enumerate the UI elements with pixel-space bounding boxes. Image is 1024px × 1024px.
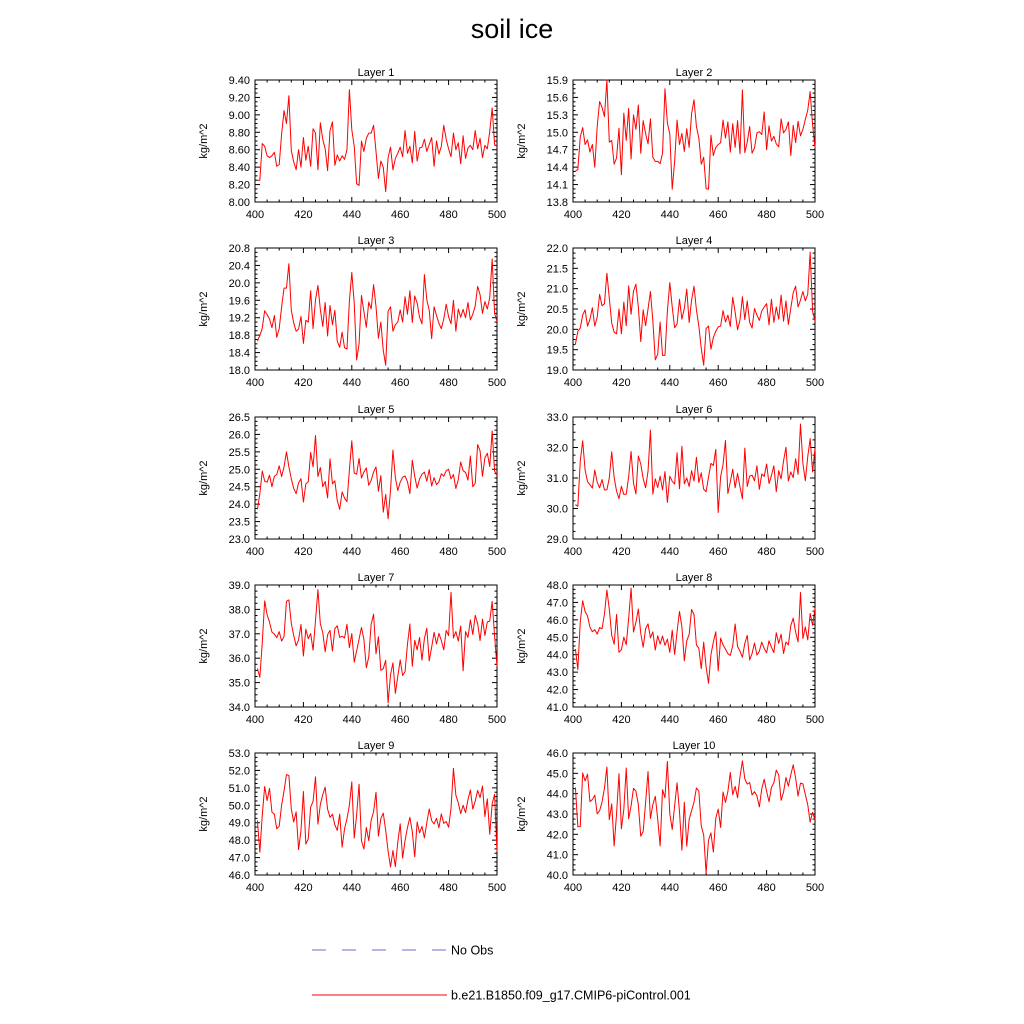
y-tick-label: 23.0: [228, 534, 250, 546]
y-tick-label: 45.0: [546, 768, 568, 781]
y-tick-label: 29.0: [546, 534, 568, 546]
y-tick-label: 8.00: [228, 197, 250, 209]
x-tick-label: 460: [709, 209, 728, 221]
y-axis-label: kg/m^2: [516, 628, 528, 664]
panel-title: Layer 1: [357, 67, 395, 79]
x-tick-label: 460: [391, 714, 410, 726]
y-axis-label: kg/m^2: [516, 291, 528, 327]
x-tick-label: 460: [391, 209, 410, 221]
series-line: [575, 252, 815, 365]
y-tick-label: 40.0: [546, 870, 568, 882]
x-tick-label: 440: [342, 209, 361, 221]
series-line: [575, 80, 815, 189]
chart-panel-7: [198, 572, 506, 726]
y-tick-label: 26.0: [228, 429, 250, 442]
x-tick-label: 400: [245, 882, 265, 894]
x-tick-label: 440: [660, 209, 679, 221]
x-tick-label: 440: [342, 714, 361, 726]
x-tick-label: 440: [342, 377, 361, 389]
chart-panel-10: [516, 740, 824, 894]
y-tick-label: 46.0: [546, 614, 568, 627]
y-tick-label: 43.0: [546, 809, 568, 821]
x-tick-label: 460: [709, 546, 728, 558]
x-tick-label: 460: [709, 377, 728, 389]
y-tick-label: 46.0: [546, 748, 568, 760]
x-tick-label: 500: [805, 714, 825, 726]
x-tick-label: 480: [757, 714, 776, 726]
y-tick-label: 20.8: [228, 243, 250, 255]
y-tick-label: 20.0: [228, 277, 250, 290]
y-tick-label: 42.0: [546, 684, 568, 697]
y-tick-label: 41.0: [546, 702, 568, 714]
panel-title: Layer 6: [675, 404, 713, 416]
y-tick-label: 44.0: [546, 649, 568, 662]
y-tick-label: 13.8: [546, 197, 568, 209]
y-tick-label: 25.5: [228, 446, 250, 459]
x-tick-label: 400: [563, 209, 583, 221]
y-tick-label: 47.0: [228, 852, 250, 865]
x-tick-label: 440: [660, 714, 679, 726]
x-tick-label: 500: [487, 546, 507, 558]
y-tick-label: 47.0: [546, 597, 568, 610]
y-tick-label: 8.60: [228, 144, 250, 157]
y-tick-label: 19.5: [546, 344, 568, 357]
y-tick-label: 15.0: [546, 127, 568, 140]
y-tick-label: 31.0: [546, 473, 568, 485]
y-axis-label: kg/m^2: [516, 123, 528, 159]
y-tick-label: 32.0: [546, 442, 568, 455]
x-tick-label: 480: [439, 209, 458, 221]
x-tick-label: 420: [294, 882, 313, 894]
x-tick-label: 400: [563, 882, 583, 894]
y-tick-label: 14.7: [546, 144, 568, 157]
y-tick-label: 46.0: [228, 870, 250, 882]
y-tick-label: 20.4: [228, 260, 250, 273]
y-axis-label: kg/m^2: [198, 123, 210, 159]
y-tick-label: 52.0: [228, 765, 250, 778]
x-tick-label: 500: [805, 882, 825, 894]
y-tick-label: 44.0: [546, 788, 568, 801]
panel-title: Layer 8: [675, 572, 713, 584]
panel-title: Layer 3: [357, 235, 395, 247]
x-tick-label: 420: [612, 882, 631, 894]
y-tick-label: 51.0: [228, 782, 250, 795]
y-axis-label: kg/m^2: [516, 460, 528, 496]
panel-title: Layer 9: [357, 740, 395, 752]
series-line: [257, 590, 497, 703]
x-tick-label: 440: [660, 882, 679, 894]
x-tick-label: 480: [439, 546, 458, 558]
x-tick-label: 420: [294, 209, 313, 221]
figure-title: soil ice: [470, 14, 554, 44]
y-tick-label: 39.0: [228, 580, 250, 592]
y-tick-label: 9.00: [228, 109, 250, 122]
x-tick-label: 400: [563, 714, 583, 726]
panel-title: Layer 7: [357, 572, 395, 584]
panel-title: Layer 10: [672, 740, 716, 752]
y-tick-label: 43.0: [546, 667, 568, 680]
y-axis-label: kg/m^2: [198, 291, 210, 327]
y-tick-label: 50.0: [228, 800, 250, 813]
y-tick-label: 9.20: [228, 92, 250, 105]
y-tick-label: 15.9: [546, 75, 568, 87]
x-tick-label: 500: [805, 546, 825, 558]
chart-panel-5: [198, 404, 506, 558]
x-tick-label: 440: [342, 882, 361, 894]
y-tick-label: 19.6: [228, 295, 250, 308]
y-tick-label: 15.3: [546, 109, 568, 122]
series-line: [575, 424, 815, 512]
x-tick-label: 480: [757, 546, 776, 558]
x-tick-label: 480: [757, 377, 776, 389]
series-line: [575, 588, 815, 683]
x-tick-label: 420: [294, 714, 313, 726]
y-tick-label: 18.0: [228, 365, 250, 377]
y-tick-label: 19.2: [228, 312, 250, 325]
y-tick-label: 24.0: [228, 499, 250, 512]
series-line: [257, 768, 497, 867]
x-tick-label: 400: [563, 546, 583, 558]
y-tick-label: 30.0: [546, 503, 568, 516]
y-tick-label: 14.1: [546, 179, 568, 192]
x-tick-label: 400: [245, 546, 265, 558]
y-tick-label: 25.0: [228, 464, 250, 477]
plot-frame: [573, 248, 815, 370]
chart-panel-3: [198, 235, 506, 389]
panel-title: Layer 2: [675, 67, 713, 79]
y-tick-label: 15.6: [546, 92, 568, 105]
y-axis-label: kg/m^2: [198, 460, 210, 496]
y-tick-label: 53.0: [228, 748, 250, 760]
y-tick-label: 20.5: [546, 304, 568, 316]
x-tick-label: 500: [487, 209, 507, 221]
plot-frame: [573, 585, 815, 707]
y-tick-label: 21.0: [546, 283, 568, 296]
y-tick-label: 37.0: [228, 628, 250, 641]
y-tick-label: 41.0: [546, 849, 568, 862]
x-tick-label: 480: [757, 882, 776, 894]
y-tick-label: 19.0: [546, 365, 568, 377]
series-line: [257, 259, 497, 365]
y-tick-label: 22.0: [546, 243, 568, 255]
x-tick-label: 500: [487, 882, 507, 894]
x-tick-label: 500: [487, 714, 507, 726]
x-tick-label: 480: [757, 209, 776, 221]
x-tick-label: 460: [391, 546, 410, 558]
y-tick-label: 8.40: [228, 162, 250, 175]
x-tick-label: 460: [709, 714, 728, 726]
y-tick-label: 36.0: [228, 653, 250, 666]
panel-title: Layer 5: [357, 404, 395, 416]
chart-panel-8: [516, 572, 824, 726]
x-tick-label: 500: [805, 377, 825, 389]
y-tick-label: 48.0: [546, 580, 568, 592]
y-tick-label: 8.20: [228, 179, 250, 192]
y-tick-label: 21.5: [546, 263, 568, 276]
y-tick-label: 33.0: [546, 412, 568, 424]
chart-panel-9: [198, 740, 506, 894]
x-tick-label: 440: [342, 546, 361, 558]
x-tick-label: 500: [805, 209, 825, 221]
x-tick-label: 420: [294, 546, 313, 558]
x-tick-label: 460: [709, 882, 728, 894]
x-tick-label: 400: [245, 209, 265, 221]
x-tick-label: 420: [612, 209, 631, 221]
x-tick-label: 480: [439, 882, 458, 894]
chart-panel-1: [198, 67, 506, 221]
x-tick-label: 460: [391, 377, 410, 389]
x-tick-label: 500: [487, 377, 507, 389]
y-tick-label: 26.5: [228, 412, 250, 424]
chart-panel-2: [516, 67, 824, 221]
x-tick-label: 480: [439, 714, 458, 726]
x-tick-label: 440: [660, 546, 679, 558]
y-axis-label: kg/m^2: [198, 628, 210, 664]
series-line: [257, 431, 497, 519]
chart-panel-4: [516, 235, 824, 389]
y-tick-label: 24.5: [228, 481, 250, 494]
y-tick-label: 45.0: [546, 632, 568, 645]
x-tick-label: 420: [612, 377, 631, 389]
y-tick-label: 48.0: [228, 835, 250, 848]
y-tick-label: 34.0: [228, 702, 250, 714]
chart-panel-6: [516, 404, 824, 558]
y-tick-label: 8.80: [228, 127, 250, 140]
x-tick-label: 440: [660, 377, 679, 389]
y-tick-label: 9.40: [228, 75, 250, 87]
x-tick-label: 460: [391, 882, 410, 894]
legend-label-model: b.e21.B1850.f09_g17.CMIP6-piControl.001: [451, 988, 691, 1003]
y-tick-label: 18.4: [228, 347, 250, 360]
legend: [312, 944, 691, 1003]
y-tick-label: 35.0: [228, 677, 250, 690]
y-tick-label: 20.0: [546, 324, 568, 337]
y-tick-label: 23.5: [228, 516, 250, 529]
y-axis-label: kg/m^2: [516, 796, 528, 832]
x-tick-label: 400: [245, 714, 265, 726]
panel-title: Layer 4: [675, 235, 713, 247]
x-tick-label: 420: [612, 546, 631, 558]
y-tick-label: 14.4: [546, 162, 568, 175]
y-tick-label: 49.0: [228, 817, 250, 830]
x-tick-label: 420: [294, 377, 313, 389]
y-tick-label: 18.8: [228, 330, 250, 343]
y-axis-label: kg/m^2: [198, 796, 210, 832]
y-tick-label: 38.0: [228, 604, 250, 617]
x-tick-label: 420: [612, 714, 631, 726]
x-tick-label: 480: [439, 377, 458, 389]
series-line: [257, 90, 497, 192]
x-tick-label: 400: [563, 377, 583, 389]
legend-label-no-obs: No Obs: [451, 943, 494, 958]
y-tick-label: 42.0: [546, 829, 568, 842]
series-line: [575, 761, 815, 873]
x-tick-label: 400: [245, 377, 265, 389]
